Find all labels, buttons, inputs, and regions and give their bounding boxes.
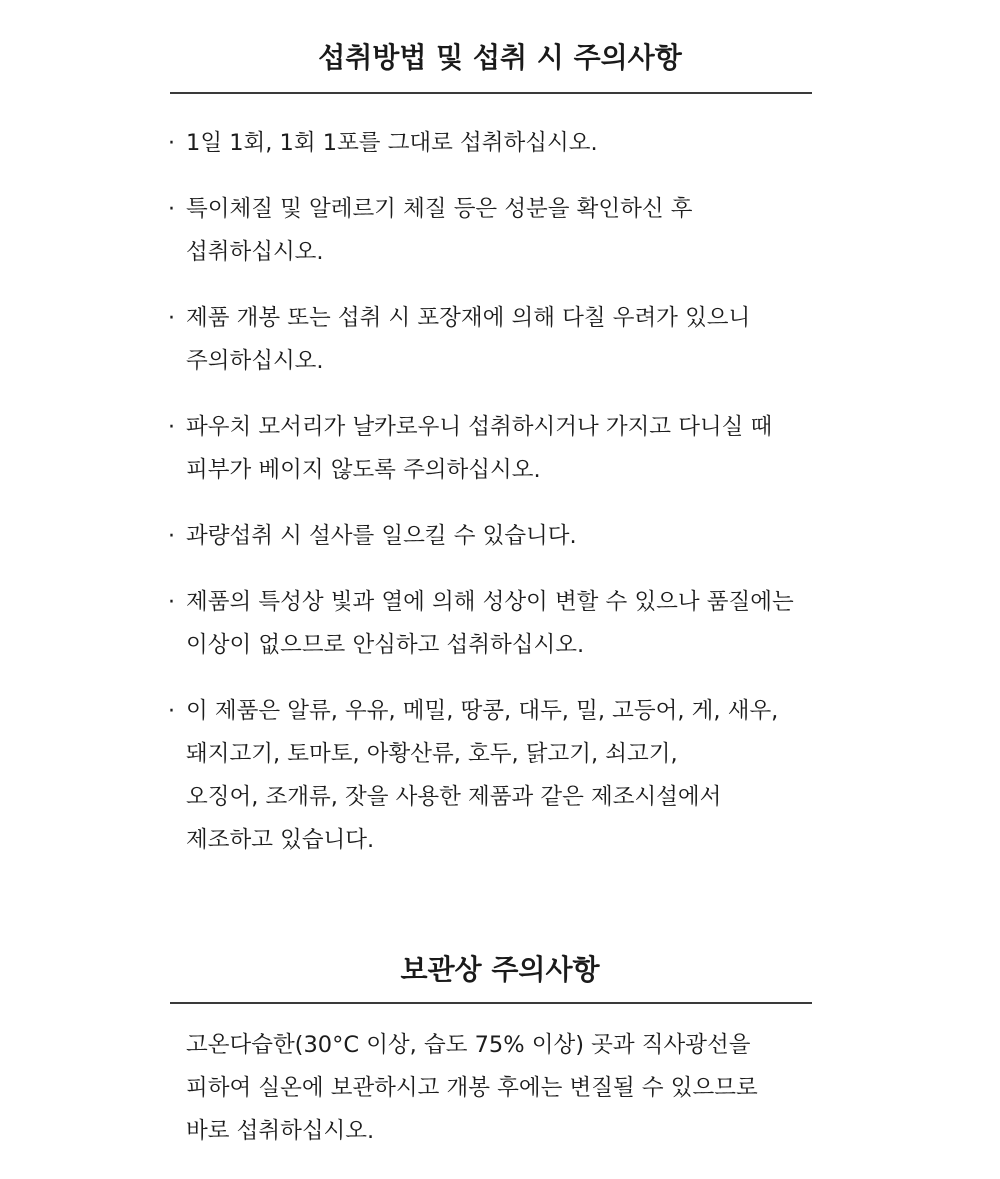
list-item: [168, 581, 848, 667]
storage-text-line: 바로 섭취하십시오.: [186, 1118, 375, 1144]
list-item-line: 제품의 특성상 빛과 열에 의해 성상이 변할 수 있으나 품질에는: [186, 589, 794, 615]
list-item-line: 이상이 없으므로 안심하고 섭취하십시오.: [186, 632, 585, 658]
list-item: [168, 122, 848, 165]
storage-section-divider: [170, 1002, 812, 1004]
list-item-line: 피부가 베이지 않도록 주의하십시오.: [186, 457, 541, 483]
storage-text-line: 피하여 실온에 보관하시고 개봉 후에는 변질될 수 있으므로: [186, 1075, 758, 1101]
list-item-line: 제조하고 있습니다.: [186, 827, 375, 853]
intake-section-title: 섭취방법 및 섭취 시 주의사항: [318, 41, 682, 74]
intake-precautions-list: [168, 122, 848, 885]
list-item: [168, 297, 848, 383]
bullet-icon: ·: [168, 524, 175, 549]
bullet-icon: ·: [168, 590, 175, 615]
bullet-icon: ·: [168, 306, 175, 331]
bullet-icon: ·: [168, 699, 175, 724]
bullet-icon: ·: [168, 131, 175, 156]
list-item-line: 돼지고기, 토마토, 아황산류, 호두, 닭고기, 쇠고기,: [186, 741, 678, 767]
list-item-line: 오징어, 조개류, 잣을 사용한 제품과 같은 제조시설에서: [186, 784, 722, 810]
list-item: [168, 690, 848, 862]
storage-text-line: 고온다습한(30°C 이상, 습도 75% 이상) 곳과 직사광선을: [186, 1032, 751, 1058]
list-item: [168, 406, 848, 492]
list-item-line: 섭취하십시오.: [186, 239, 324, 265]
bullet-icon: ·: [168, 415, 175, 440]
list-item-line: 제품 개봉 또는 섭취 시 포장재에 의해 다칠 우려가 있으니: [186, 305, 751, 331]
list-item-line: 과량섭취 시 설사를 일으킬 수 있습니다.: [186, 523, 577, 549]
list-item-line: 이 제품은 알류, 우유, 메밀, 땅콩, 대두, 밀, 고등어, 게, 새우,: [186, 698, 779, 724]
storage-precautions-text: [186, 1024, 846, 1153]
list-item: [168, 515, 848, 558]
intake-section-divider: [170, 92, 812, 94]
list-item: [168, 188, 848, 274]
list-item-line: 파우치 모서리가 날카로우니 섭취하시거나 가지고 다니실 때: [186, 414, 773, 440]
list-item-line: 1일 1회, 1회 1포를 그대로 섭취하십시오.: [186, 130, 598, 156]
storage-section-title: 보관상 주의사항: [400, 953, 600, 986]
list-item-line: 주의하십시오.: [186, 348, 324, 374]
list-item-line: 특이체질 및 알레르기 체질 등은 성분을 확인하신 후: [186, 196, 693, 222]
bullet-icon: ·: [168, 197, 175, 222]
